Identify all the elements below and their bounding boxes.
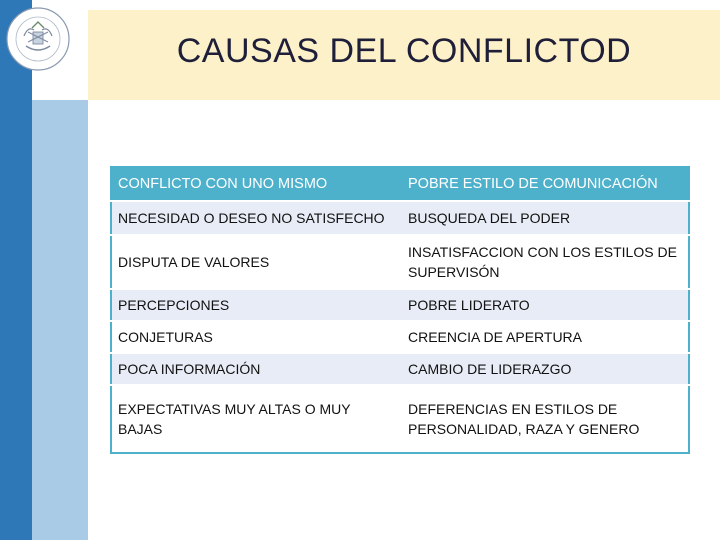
table-cell: EXPECTATIVAS MUY ALTAS O MUY BAJAS <box>111 385 402 453</box>
table-row <box>111 321 689 353</box>
guatemala-seal-icon <box>4 2 72 76</box>
table-row <box>111 289 689 321</box>
table-cell: PERCEPCIONES <box>111 289 402 321</box>
table-cell: BUSQUEDA DEL PODER <box>402 201 689 235</box>
column-header-communication: POBRE ESTILO DE COMUNICACIÓN <box>402 167 689 201</box>
table-cell: NECESIDAD O DESEO NO SATISFECHO <box>111 201 402 235</box>
table-row <box>111 353 689 385</box>
table-header-row <box>111 167 689 201</box>
causes-table <box>110 166 690 454</box>
column-header-self-conflict: CONFLICTO CON UNO MISMO <box>111 167 402 201</box>
table-cell: CONJETURAS <box>111 321 402 353</box>
table-cell: CREENCIA DE APERTURA <box>402 321 689 353</box>
table-row <box>111 385 689 453</box>
left-accent-bar-light <box>32 100 88 540</box>
left-accent-bar <box>0 0 32 540</box>
table-cell: INSATISFACCION CON LOS ESTILOS DE SUPERVISÓN <box>402 235 689 289</box>
slide-title: CAUSAS DEL CONFLICTOD <box>176 32 632 70</box>
table-cell: POCA INFORMACIÓN <box>111 353 402 385</box>
table-cell: DEFERENCIAS EN ESTILOS DE PERSONALIDAD, RAZA Y GENERO <box>402 385 689 453</box>
table-cell: DISPUTA DE VALORES <box>111 235 402 289</box>
table-cell: POBRE LIDERATO <box>402 289 689 321</box>
table-row <box>111 235 689 289</box>
table-cell: CAMBIO DE LIDERAZGO <box>402 353 689 385</box>
table-row <box>111 201 689 235</box>
